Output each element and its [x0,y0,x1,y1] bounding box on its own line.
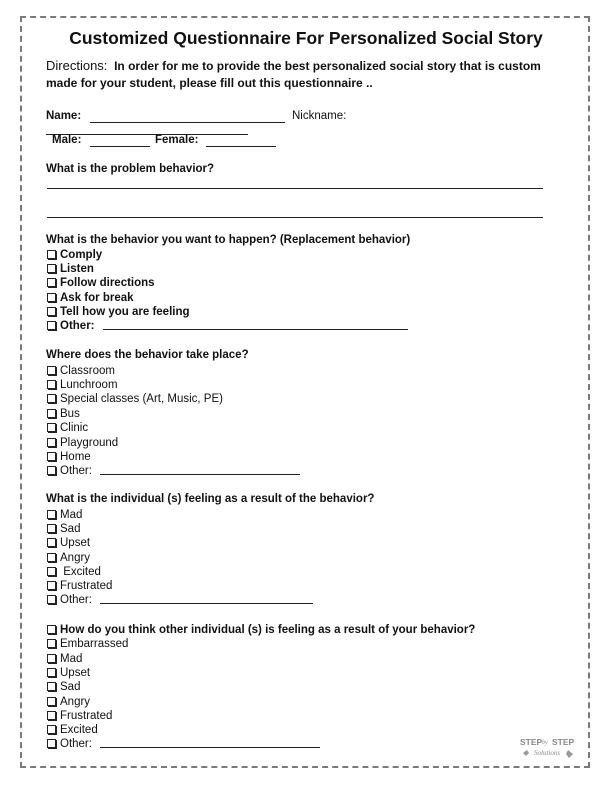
option-checkbox-other[interactable]: Other: [47,320,408,332]
checkbox-icon[interactable] [47,250,56,259]
logo-solutions: Solutions [534,749,561,757]
option-checkbox[interactable]: Mad [47,653,82,665]
option-checkbox[interactable]: Sad [47,681,80,693]
female-label: Female: [155,134,199,146]
option-checkbox[interactable]: Frustrated [47,580,112,592]
logo-step-2: STEP [552,737,575,747]
logo-step-1: STEP [520,737,543,747]
option-checkbox-other[interactable]: Other: [47,738,320,750]
checkbox-icon[interactable] [47,682,56,691]
option-checkbox[interactable]: Playground [47,437,118,449]
option-checkbox[interactable]: Frustrated [47,710,112,722]
checkbox-icon[interactable] [47,321,56,330]
problem-behavior-line-1[interactable] [47,188,543,189]
step-by-step-logo [520,734,580,764]
checkbox-icon[interactable] [47,466,56,475]
checkbox-icon[interactable] [47,409,56,418]
option-checkbox[interactable]: Excited [47,566,101,578]
problem-behavior-line-2[interactable] [47,217,543,218]
option-checkbox[interactable]: Embarrassed [47,638,128,650]
nickname-label: Nickname: [292,110,347,122]
other-text-line[interactable] [100,473,300,475]
option-checkbox[interactable]: Lunchroom [47,379,118,391]
option-checkbox[interactable]: Home [47,451,91,463]
directions-text-line2: made for your student, please fill out this questionnaire .. [46,76,373,90]
option-checkbox[interactable]: Angry [47,696,90,708]
question-others-feeling[interactable]: How do you think other individual (s) is feeling as a result of your behavior? [47,624,475,636]
checkbox-icon[interactable] [47,739,56,748]
option-checkbox[interactable]: Clinic [47,422,88,434]
directions-text-line1: In order for me to provide the best personalized social story that is custom [114,59,541,73]
logo-by: by [542,740,548,746]
checkbox-icon[interactable] [47,293,56,302]
directions-label: Directions: [46,58,108,73]
option-checkbox[interactable]: Listen [47,263,94,275]
female-field[interactable] [206,146,276,147]
checkbox-icon[interactable] [47,581,56,590]
checkbox-icon[interactable] [47,711,56,720]
checkbox-icon[interactable] [47,452,56,461]
option-checkbox[interactable]: Excited [47,724,98,736]
checkbox-icon[interactable] [47,307,56,316]
page-border [20,16,590,768]
checkbox-icon[interactable] [47,668,56,677]
checkbox-icon[interactable] [47,639,56,648]
checkbox-icon[interactable] [47,380,56,389]
checkbox-icon[interactable] [47,278,56,287]
checkbox-icon[interactable] [47,510,56,519]
option-checkbox[interactable]: Tell how you are feeling [47,306,190,318]
checkbox-icon[interactable] [47,394,56,403]
question-problem-behavior: What is the problem behavior? [46,163,215,175]
checkbox-icon[interactable] [47,538,56,547]
option-checkbox[interactable]: Upset [47,537,90,549]
checkbox-icon[interactable] [47,438,56,447]
option-checkbox[interactable]: Special classes (Art, Music, PE) [47,393,223,405]
checkbox-icon[interactable] [47,264,56,273]
checkbox-icon[interactable] [47,423,56,432]
question-replacement-behavior: What is the behavior you want to happen? (Replacement behavior) [46,234,411,246]
option-checkbox-other[interactable]: Other: [47,594,313,606]
checkbox-icon[interactable] [47,697,56,706]
question-behavior-location: Where does the behavior take place? [46,349,249,361]
checkbox-icon[interactable] [47,524,56,533]
option-checkbox[interactable]: Ask for break [47,292,134,304]
checkbox-icon[interactable] [47,567,56,576]
checkbox-icon[interactable] [47,595,56,604]
option-checkbox[interactable]: Sad [47,523,80,535]
option-checkbox[interactable]: Comply [47,249,102,261]
checkbox-icon[interactable] [47,625,56,634]
name-label: Name: [46,110,82,122]
option-checkbox[interactable]: Mad [47,509,82,521]
checkbox-icon[interactable] [47,366,56,375]
option-checkbox[interactable]: Bus [47,408,80,420]
other-text-line[interactable] [103,328,408,330]
checkbox-icon[interactable] [47,654,56,663]
option-checkbox[interactable]: Upset [47,667,90,679]
male-field[interactable] [90,146,150,147]
directions [46,58,541,73]
option-checkbox-other[interactable]: Other: [47,465,300,477]
option-checkbox[interactable]: Angry [47,552,90,564]
question-individual-feeling: What is the individual (s) feeling as a result of the behavior? [46,493,375,505]
name-field[interactable] [90,122,285,123]
option-checkbox[interactable]: Follow directions [47,277,155,289]
male-label: Male: [52,134,82,146]
checkbox-icon[interactable] [47,553,56,562]
other-text-line[interactable] [100,746,320,748]
checkbox-icon[interactable] [47,725,56,734]
option-checkbox[interactable]: Classroom [47,365,115,377]
page-title: Customized Questionnaire For Personalized Social Story [69,28,543,48]
other-text-line[interactable] [100,602,313,604]
